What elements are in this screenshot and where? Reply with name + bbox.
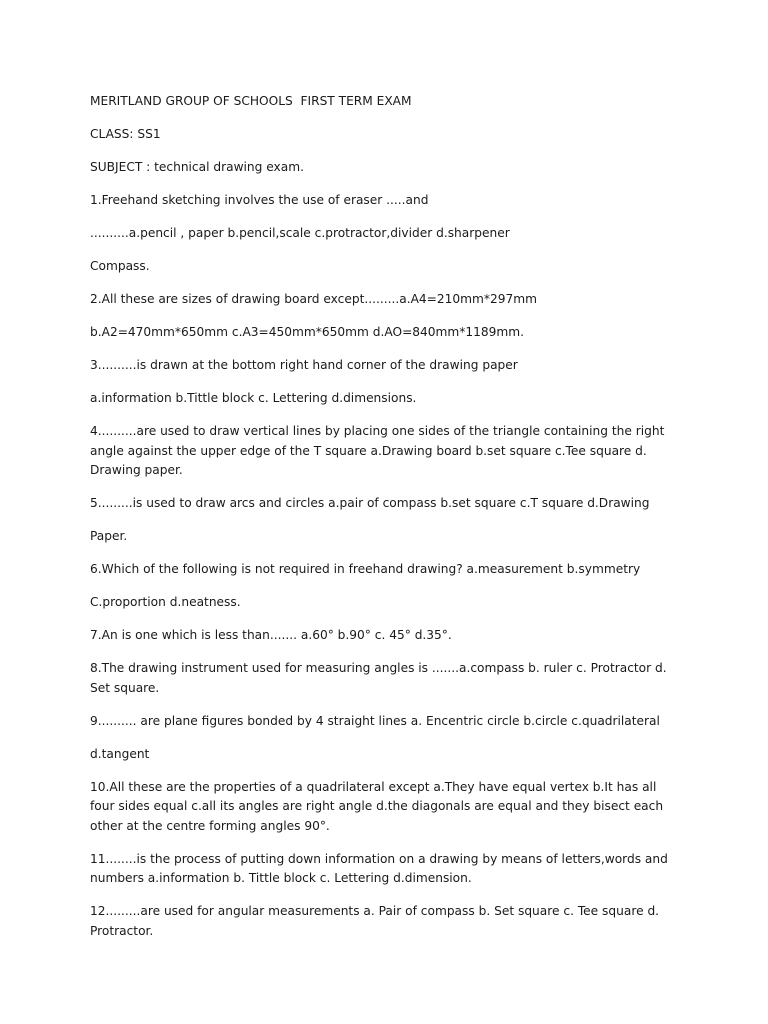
question-8: 8.The drawing instrument used for measuring angles is .......a.compass b. ruler c. Protractor d. Set square.: [90, 661, 671, 695]
class-line: CLASS: SS1: [90, 127, 161, 141]
question-7: 7.An is one which is less than....... a.60° b.90° c. 45° d.35°.: [90, 628, 452, 642]
question-9-options-cont: d.tangent: [90, 746, 150, 761]
question-12: 12.........are used for angular measurements a. Pair of compass b. Set square c. Tee square d. Protractor.: [90, 904, 663, 938]
exam-heading: MERITLAND GROUP OF SCHOOLS FIRST TERM EXAM: [90, 94, 412, 108]
question-10: 10.All these are the properties of a quadrilateral except a.They have equal vertex b.It has all four sides equal c.all its angles are right angle d.the diagonals are equal and they bisect each other at the centre forming angles 90°.: [90, 779, 667, 833]
question-4: 4..........are used to draw vertical lines by placing one sides of the triangle containing the right angle against the upper edge of the T square a.Drawing board b.set square c.Tee square d. Drawing paper.: [90, 424, 669, 477]
question-1-options: ..........a.pencil , paper b.pencil,scale c.protractor,divider d.sharpener: [90, 226, 510, 240]
question-9: 9.......... are plane figures bonded by 4 straight lines a. Encentric circle b.circle c.quadrilateral: [90, 713, 660, 728]
question-6: 6.Which of the following is not required in freehand drawing? a.measurement b.symmetry: [90, 562, 641, 576]
question-5-options-cont: Paper.: [90, 529, 128, 543]
document-body: [90, 92, 680, 955]
question-11: 11........is the process of putting down information on a drawing by means of letters,words and numbers a.information b. Tittle block c. Lettering d.dimension.: [90, 851, 672, 885]
question-6-options-cont: C.proportion d.neatness.: [90, 595, 241, 609]
question-3: 3..........is drawn at the bottom right hand corner of the drawing paper: [90, 358, 518, 372]
subject-line: SUBJECT : technical drawing exam.: [90, 160, 304, 174]
question-5: 5.........is used to draw arcs and circles a.pair of compass b.set square c.T square d.Drawing: [90, 496, 650, 510]
question-2-options: b.A2=470mm*650mm c.A3=450mm*650mm d.AO=840mm*1189mm.: [90, 325, 525, 339]
question-1: 1.Freehand sketching involves the use of eraser .....and: [90, 193, 429, 207]
question-1-options-cont: Compass.: [90, 259, 150, 273]
question-3-options: a.information b.Tittle block c. Lettering d.dimensions.: [90, 391, 417, 405]
question-2: 2.All these are sizes of drawing board except.........a.A4=210mm*297mm: [90, 292, 537, 306]
